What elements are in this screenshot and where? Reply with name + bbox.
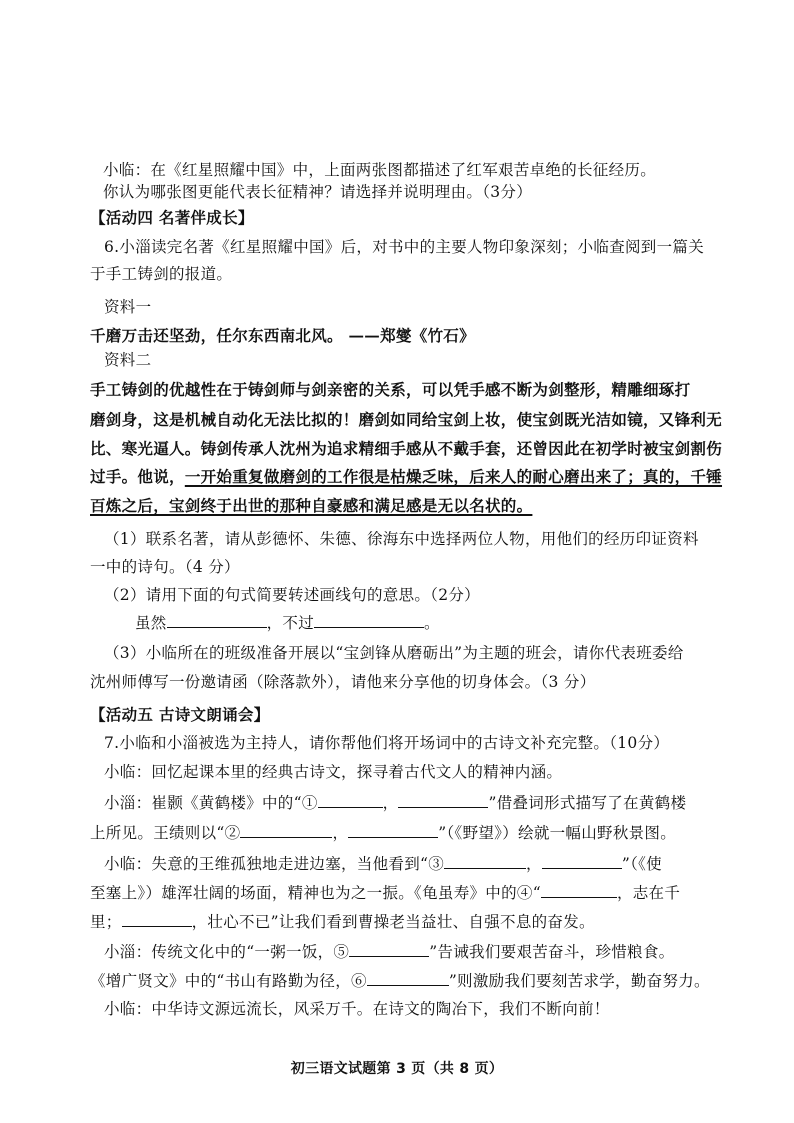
sub-question-1-line-1: （1）联系名著，请从彭德怀、朱德、徐海东中选择两位人物，用他们的经历印证资料 xyxy=(104,530,699,548)
activity-5-heading: 【活动五 古诗文朗诵会】 xyxy=(90,706,270,724)
answer-blank-4a[interactable] xyxy=(541,882,617,898)
answer-blank-3b[interactable] xyxy=(542,853,622,869)
answer-blank-1b[interactable] xyxy=(398,792,488,808)
question-7: 7.小临和小淄被选为主持人，请你帮他们将开场词中的古诗文补充完整。（10分） xyxy=(104,734,670,752)
activity-4-heading: 【活动四 名著伴成长】 xyxy=(90,209,254,227)
material-2-paragraph-4: 过手。他说，一开始重复做磨剑的工作很是枯燥乏味，后来人的耐心磨出来了；真的，千锤 xyxy=(90,467,723,486)
material-2-paragraph-5 xyxy=(0,496,794,516)
material-2-paragraph-1: 手工铸剑的优越性在于铸剑师与剑亲密的关系，可以凭手感不断为剑整形，精雕细琢打 xyxy=(90,380,691,399)
dialogue-line-2a: 小淄：崔颢《黄鹤楼》中的“① ， ”借叠词形式描写了在黄鹤楼 xyxy=(104,794,687,812)
dialogue-line-4b: 《增广贤文》中的“书山有路勤为径，⑥ ”则激励我们要刻苦求学，勤奋努力。 xyxy=(90,972,710,990)
answer-blank-6[interactable] xyxy=(367,970,449,986)
dialogue-line-5: 小临：中华诗文源远流长，风采万千。在诗文的陶冶下，我们不断向前！ xyxy=(104,1000,610,1018)
question-6-line-1: 6.小淄读完名著《红星照耀中国》后，对书中的主要人物印象深刻；小临查阅到一篇关 xyxy=(104,238,704,256)
dialogue-line-3b: 至塞上》）雄浑壮阔的场面，精神也为之一振。《龟虽寿》中的④“ ，志在千 xyxy=(90,884,681,902)
dialogue-line-2b: 上所见。王绩则以“② ， ”（《野望》）绘就一幅山野秋景图。 xyxy=(90,824,677,842)
underlined-sentence-part-1: 一开始重复做磨剑的工作很是枯燥乏味，后来人的耐心磨出来了；真的，千锤 xyxy=(184,467,723,486)
answer-blank-2b[interactable] xyxy=(348,822,438,838)
answer-blank-4b[interactable] xyxy=(122,911,192,927)
answer-blank-however[interactable] xyxy=(314,612,424,628)
answer-blank-although[interactable] xyxy=(167,612,267,628)
answer-blank-1a[interactable] xyxy=(318,792,383,808)
answer-blank-2a[interactable] xyxy=(240,822,332,838)
sub-question-2: （2）请用下面的句式简要转述画线句的意思。（2分） xyxy=(104,586,480,604)
material-1-poem: 千磨万击还坚劲，任尔东西南北风。 ——郑燮《竹石》 xyxy=(90,326,475,345)
dialogue-line-1: 小临：回忆起课本里的经典古诗文，探寻着古代文人的精神内涵。 xyxy=(104,763,563,781)
answer-blank-5[interactable] xyxy=(349,941,429,957)
sentence-pattern: 虽然 ，不过 。 xyxy=(135,614,440,632)
material-1-label: 资料一 xyxy=(104,298,152,316)
dialogue-line-3c: 里； ，壮心不已”让我们看到曹操老当益壮、自强不息的奋发。 xyxy=(90,913,595,931)
material-2-paragraph-2: 磨剑身，这是机械自动化无法比拟的！磨剑如同给宝剑上妆，使宝剑既光洁如镜，又锋利无 xyxy=(90,410,723,429)
prompt-line-1: 小临：在《红星照耀中国》中，上面两张图都描述了红军艰苦卓绝的长征经历。 xyxy=(103,161,657,179)
page-footer: 初三语文试题第 3 页（共 8 页） xyxy=(290,1061,504,1077)
material-2-label: 资料二 xyxy=(104,351,152,369)
sub-question-3-line-2: 沈州师傅写一份邀请函（除落款外），请他来分享他的切身体会。（3 分） xyxy=(90,673,596,691)
sub-question-3-line-1: （3）小临所在的班级准备开展以“宝剑锋从磨砺出”为主题的班会，请你代表班委给 xyxy=(104,644,684,662)
sub-question-1-line-2: 一中的诗句。（4 分） xyxy=(90,558,240,576)
prompt-line-2: 你认为哪张图更能代表长征精神？请选择并说明理由。（3分） xyxy=(103,183,533,201)
underlined-sentence-part-2: 百炼之后，宝剑终于出世的那种自豪感和满足感是无以名状的。 xyxy=(90,496,533,515)
dialogue-line-3a: 小临：失意的王维孤独地走进边塞，当他看到“③ ， ”（《使 xyxy=(104,855,662,873)
material-2-paragraph-3: 比、寒光逼人。铸剑传承人沈州为追求精细手感从不戴手套，还曾因此在初学时被宝剑割伤 xyxy=(90,439,723,458)
answer-blank-3a[interactable] xyxy=(444,853,526,869)
question-6-line-2: 于手工铸剑的报道。 xyxy=(90,265,233,283)
dialogue-line-4a: 小淄：传统文化中的“一粥一饭，⑤ ”告诫我们要艰苦奋斗，珍惜粮食。 xyxy=(104,943,675,961)
